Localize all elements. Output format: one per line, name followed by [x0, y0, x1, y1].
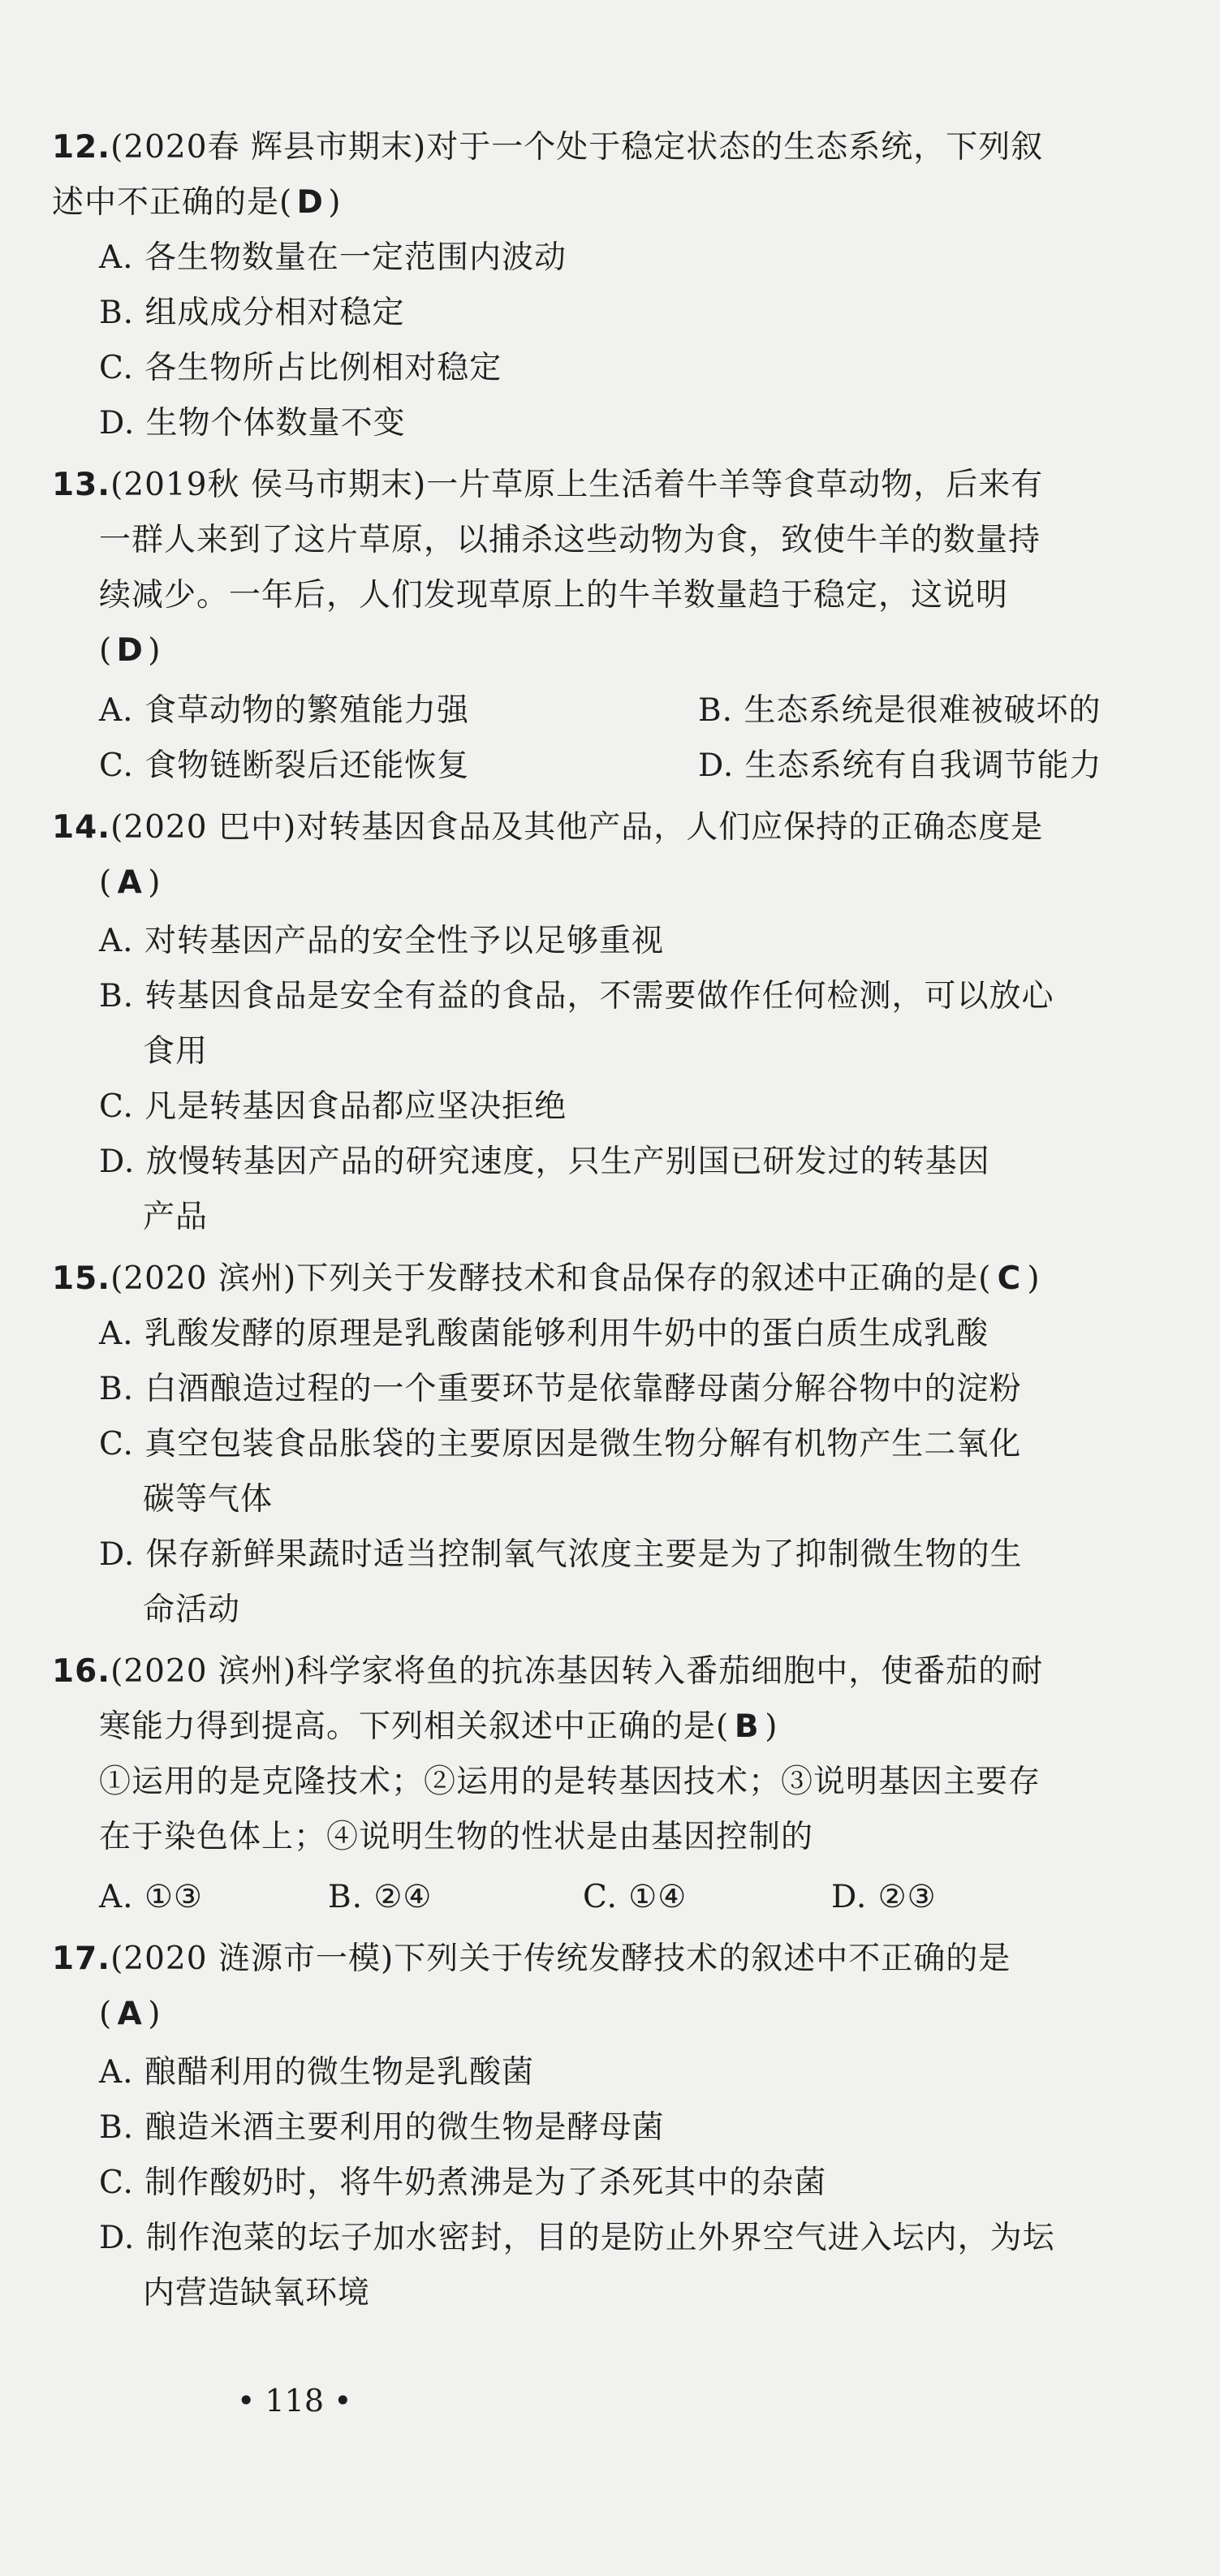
option-d: D. 保存新鲜果蔬时适当控制氧气浓度主要是为了抑制微生物的生	[99, 1536, 1023, 1573]
option-a: A. 各生物数量在一定范围内波动	[99, 239, 567, 276]
close-paren: )	[148, 632, 162, 669]
option-b: B. 生态系统是很难被破坏的	[698, 692, 1101, 729]
statement-line: 在于染色体上；④说明生物的性状是由基因控制的	[99, 1819, 814, 1855]
option-b: B. 转基因食品是安全有益的食品，不需要做作任何检测，可以放心	[99, 978, 1054, 1014]
question-stem-text: 一片草原上生活着牛羊等食草动物，后来有	[426, 467, 1044, 503]
option-c: C. 制作酸奶时，将牛奶煮沸是为了杀死其中的杂菌	[99, 2165, 827, 2201]
answer-letter: B	[734, 1708, 760, 1745]
question-stem-text: 述中不正确的是(	[52, 184, 293, 221]
open-paren: (	[99, 632, 113, 669]
question-17-answer-line	[99, 1990, 161, 2039]
option-d: D. ②③	[831, 1879, 937, 1915]
option-b: B. 白酒酿造过程的一个重要环节是依靠酵母菌分解谷物中的淀粉	[99, 1371, 1022, 1407]
question-stem-text: 一群人来到了这片草原，以捕杀这些动物为食，致使牛羊的数量持	[99, 522, 1041, 558]
option-d-continued: 内营造缺氧环境	[143, 2275, 371, 2311]
option-a: A. 食草动物的繁殖能力强	[99, 692, 469, 729]
question-number: 12.	[52, 129, 111, 166]
answer-letter: A	[117, 864, 143, 901]
option-c: C. 凡是转基因食品都应坚决拒绝	[99, 1088, 567, 1125]
question-source: (2020 巴中)	[110, 809, 297, 846]
question-source: (2020春 辉县市期末)	[110, 129, 427, 166]
question-17-stem-line-1	[52, 1935, 1011, 1984]
option-d-continued: 产品	[143, 1199, 209, 1235]
option-b: B. 酿造米酒主要利用的微生物是酵母菌	[99, 2109, 665, 2146]
question-13-answer-line	[99, 627, 161, 675]
close-paren: )	[328, 184, 342, 221]
question-source: (2019秋 侯马市期末)	[110, 467, 427, 503]
question-number: 13.	[52, 467, 111, 503]
question-13-options-row-2	[99, 742, 1219, 790]
question-12-stem-line-1	[52, 123, 1043, 172]
question-number: 16.	[52, 1653, 111, 1690]
question-stem-text: 对转基因食品及其他产品，人们应保持的正确态度是	[296, 809, 1044, 846]
option-c: C. 各生物所占比例相对稳定	[99, 350, 502, 386]
open-paren: (	[99, 864, 113, 901]
option-a: A. 乳酸发酵的原理是乳酸菌能够利用牛奶中的蛋白质生成乳酸	[99, 1316, 989, 1352]
question-source: (2020 滨州)	[110, 1653, 297, 1690]
question-14-stem-line-1	[52, 803, 1043, 852]
question-number: 17.	[52, 1941, 111, 1977]
question-source: (2020 涟源市一模)	[110, 1941, 394, 1977]
page-number: • 118 •	[237, 2383, 352, 2419]
question-12-stem-line-2	[52, 179, 341, 227]
option-c: C. ①④	[583, 1879, 688, 1915]
option-a: A. 对转基因产品的安全性予以足够重视	[99, 923, 664, 959]
statement-line: ①运用的是克隆技术；②运用的是转基因技术；③说明基因主要存	[99, 1764, 1041, 1800]
option-b: B. ②④	[328, 1879, 433, 1915]
question-number: 14.	[52, 809, 111, 846]
question-stem-text: 科学家将鱼的抗冻基因转入番茄细胞中，使番茄的耐	[296, 1653, 1044, 1690]
option-b: B. 组成成分相对稳定	[99, 295, 405, 331]
answer-letter: A	[117, 1996, 143, 2032]
option-b-continued: 食用	[143, 1033, 209, 1070]
option-d-continued: 命活动	[143, 1592, 241, 1628]
option-d: D. 生态系统有自我调节能力	[698, 747, 1102, 784]
question-stem-text: 寒能力得到提高。下列相关叙述中正确的是(	[99, 1708, 730, 1745]
question-13-options-row-1	[99, 687, 1219, 735]
question-stem-text: 对于一个处于稳定状态的生态系统，下列叙	[426, 129, 1044, 166]
option-c: C. 真空包装食品胀袋的主要原因是微生物分解有机物产生二氧化	[99, 1426, 1022, 1462]
question-15-stem-line-1	[52, 1255, 1041, 1303]
question-stem-text: 下列关于发酵技术和食品保存的叙述中正确的是(	[296, 1260, 992, 1297]
question-source: (2020 滨州)	[110, 1260, 297, 1297]
close-paren: )	[765, 1708, 778, 1745]
close-paren: )	[148, 1996, 162, 2032]
option-d: D. 生物个体数量不变	[99, 405, 406, 442]
option-a: A. ①③	[99, 1879, 203, 1915]
open-paren: (	[99, 1996, 113, 2032]
close-paren: )	[1027, 1260, 1041, 1297]
answer-letter: D	[116, 632, 144, 669]
question-stem-text: 下列关于传统发酵技术的叙述中不正确的是	[394, 1941, 1011, 1977]
close-paren: )	[148, 864, 162, 901]
option-a: A. 酿醋利用的微生物是乳酸菌	[99, 2054, 534, 2091]
option-c: C. 食物链断裂后还能恢复	[99, 747, 470, 784]
question-16-stem-line-1	[52, 1648, 1043, 1696]
answer-letter: C	[997, 1260, 1022, 1297]
question-number: 15.	[52, 1260, 111, 1297]
option-d: D. 放慢转基因产品的研究速度，只生产别国已研发过的转基因	[99, 1144, 990, 1180]
question-14-answer-line	[99, 859, 161, 907]
question-16-options-row	[99, 1873, 1219, 1922]
option-d: D. 制作泡菜的坛子加水密封，目的是防止外界空气进入坛内，为坛	[99, 2220, 1055, 2256]
question-16-stem-line-2	[99, 1703, 778, 1751]
answer-letter: D	[296, 184, 324, 221]
question-stem-text: 续减少。一年后，人们发现草原上的牛羊数量趋于稳定，这说明	[99, 577, 1009, 614]
option-c-continued: 碳等气体	[143, 1481, 274, 1518]
question-13-stem-line-1	[52, 461, 1043, 510]
